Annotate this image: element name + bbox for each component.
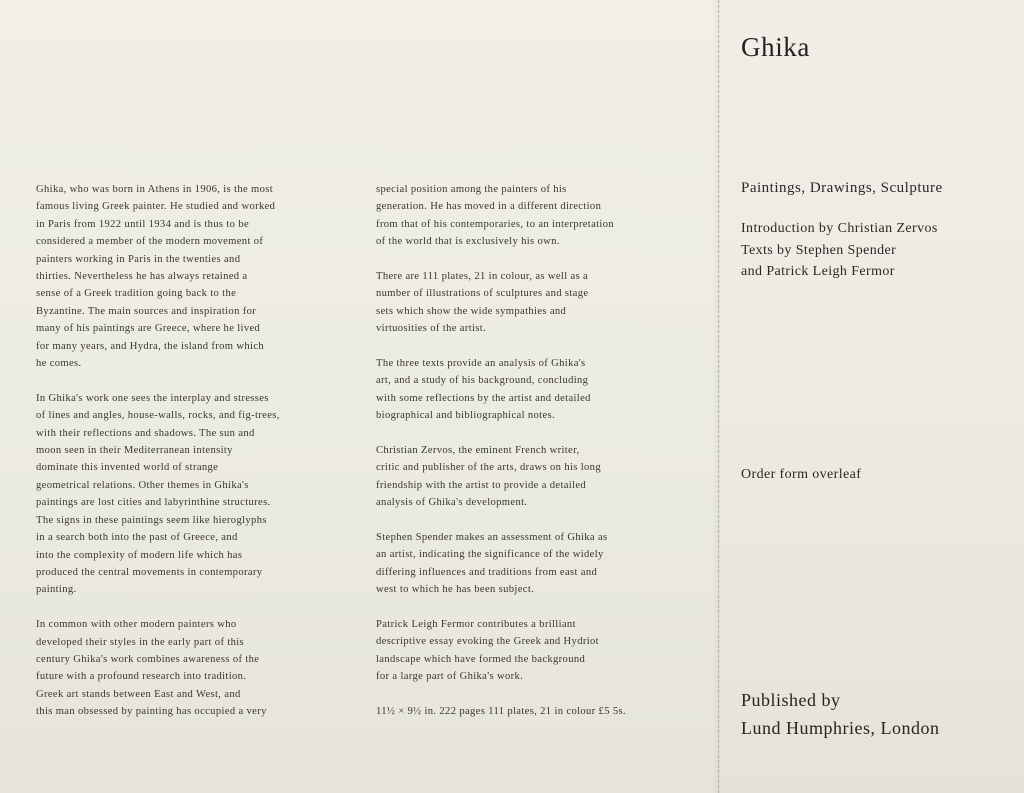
text-column-2 (376, 181, 706, 721)
publisher-block (741, 686, 1011, 742)
paragraph-position: special position among the painters of his generation. He has moved in a different direction from that of his contemporaries, to an interpretation of the world that is exclusively his own. (376, 184, 615, 248)
order-note: Order form overleaf (741, 467, 862, 482)
text-column-1 (36, 181, 364, 721)
credit-introduction: Introduction by Christian Zervos (741, 221, 938, 236)
credit-texts-continued: and Patrick Leigh Fermor (741, 264, 895, 279)
paragraph-zervos: Christian Zervos, the eminent French writer, critic and publisher of the arts, draws on his long friendship with the artist to provide a detailed analysis of Ghika's development. (376, 445, 601, 509)
fold-line (718, 0, 719, 793)
publisher-label: Published by (741, 690, 841, 710)
paragraph-tradition: In common with other modern painters who developed their styles in the early part of this century Ghika's work combines awareness of the future with a profound research into tradition. Greek art stands between East and West, and this man obsessed by painting has occupied a very (36, 619, 267, 718)
paragraph-biography: Ghika, who was born in Athens in 1906, is the most famous living Greek painter. He studied and worked in Paris from 1922 until 1934 and is thus to be considered a member of the modern movement of painters working in Paris in the twenties and thirties. Nevertheless he has always retained a sense of a Greek tradition going back to the Byzantine. The main sources and inspiration for many of his paintings are Greece, where he lived for many years, and Hydra, the island from which he comes. (36, 184, 276, 370)
dimensions-price-line: 11½ × 9½ in. 222 pages 111 plates, 21 in colour £5 5s. (376, 706, 626, 718)
credits-block (741, 218, 1011, 283)
right-panel (720, 0, 1024, 793)
credit-texts: Texts by Stephen Spender (741, 242, 897, 258)
book-subtitle: Paintings, Drawings, Sculpture (741, 180, 943, 196)
paragraph-spender: Stephen Spender makes an assessment of Ghika as an artist, indicating the significance of the widely differing influences and traditions from east and west to which he has been subject. (376, 532, 608, 596)
paragraph-plates: There are 111 plates, 21 in colour, as well as a number of illustrations of sculptures and stage sets which show the wide sympathies and virtuosities of the artist. (376, 271, 589, 335)
paragraph-themes: In Ghika's work one sees the interplay and stresses of lines and angles, house-walls, rocks, and fig-trees, with their reflections and shadows. The sun and moon seen in their Mediterranean intensity dominate this invented world of strange geometrical relations. Other themes in Ghika's paintings are lost cities and labyrinthine structures. The signs in these paintings seem like hieroglyphs in a search both into the past of Greece, and into the complexity of modern life which has produced the central movements in contemporary painting. (36, 392, 280, 596)
paragraph-texts: The three texts provide an analysis of Ghika's art, and a study of his background, concluding with some reflections by the artist and detailed biographical and bibliographical notes. (376, 358, 591, 422)
publisher-name: Lund Humphries, London (741, 718, 940, 738)
book-title: Ghika (741, 32, 810, 62)
paragraph-fermor: Patrick Leigh Fermor contributes a brilliant descriptive essay evoking the Greek and Hydriot landscape which have formed the background for a large part of Ghika's work. (376, 619, 599, 683)
